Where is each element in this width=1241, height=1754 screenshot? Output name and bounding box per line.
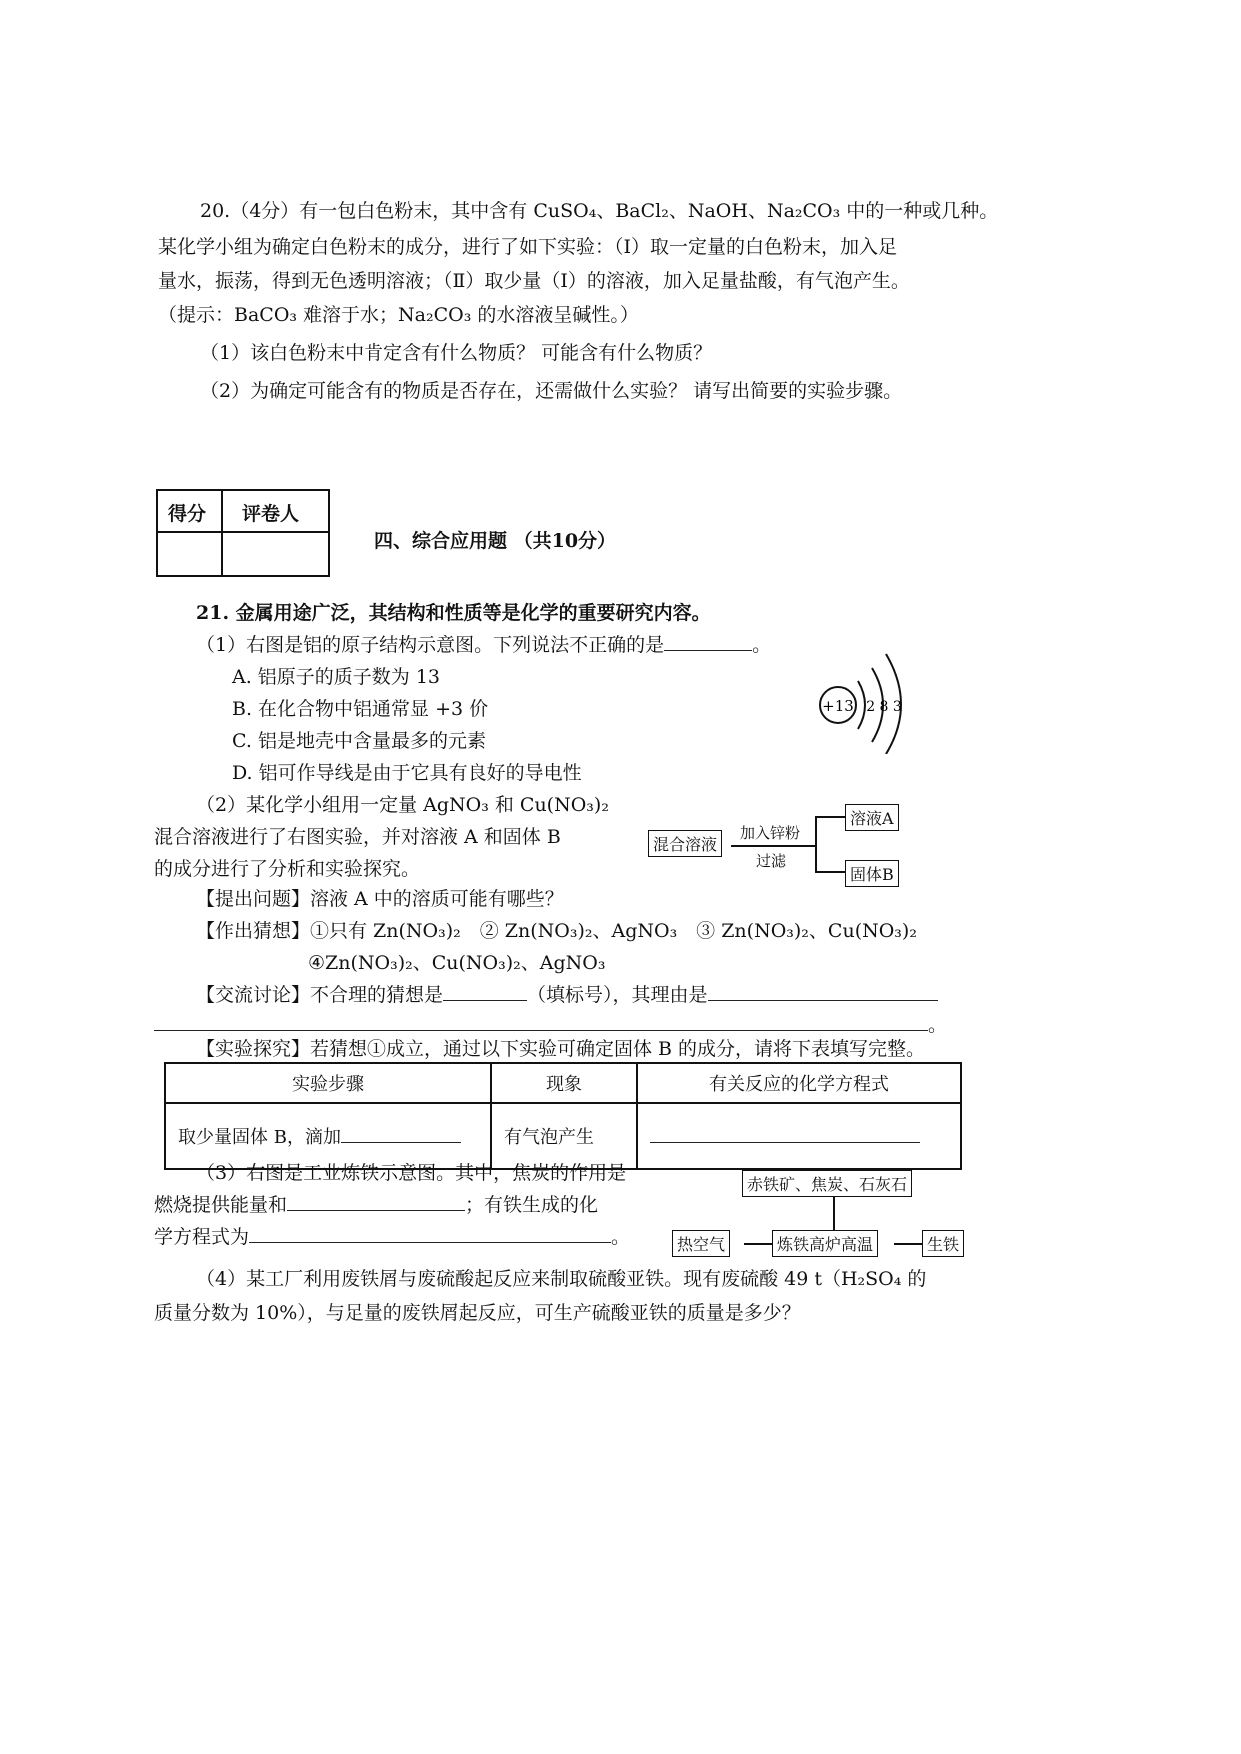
q21-intro: 21. 金属用途广泛，其结构和性质等是化学的重要研究内容。 [196, 602, 711, 624]
flow3-right-line [894, 1243, 922, 1245]
hypothesis-line1: 【作出猜想】①只有 Zn(NO₃)₂ ② Zn(NO₃)₂、AgNO₃ ③ Zn(NO₃)₂、Cu(NO₃)₂ [196, 920, 917, 942]
flow-label-add-zinc: 加入锌粉 [740, 824, 801, 842]
q21-part4-line2: 质量分数为 10%），与足量的废铁屑起反应，可生产硫酸亚铁的质量是多少？ [154, 1302, 801, 1324]
score-label: 得分 [168, 503, 207, 525]
part3-text-c: 学方程式为 [154, 1226, 250, 1248]
mixed-solution-box: 混合溶液 [648, 830, 722, 857]
option-a: A. 铝原子的质子数为 13 [232, 666, 441, 688]
table-header-row [165, 1063, 961, 1103]
flow-main-line [731, 845, 815, 847]
part3-text-b: ；有铁生成的化 [465, 1194, 599, 1216]
q21-part3-line3 [154, 1224, 630, 1250]
hot-air-box: 热空气 [672, 1230, 730, 1257]
q20-line1: 20.（4分）有一包白色粉末，其中含有 CuSO₄、BaCl₂、NaOH、Na₂CO₃ 中的一种或几种。 [200, 200, 999, 222]
q21-part1-end: 。 [752, 634, 772, 656]
part3-text-a: 燃烧提供能量和 [154, 1194, 288, 1216]
table-header-equation: 有关反应的化学方程式 [637, 1063, 961, 1103]
discussion-text-a: 【交流讨论】不合理的猜想是 [196, 984, 444, 1006]
q20-sub2: （2）为确定可能含有的物质是否存在，还需做什么实验？ 请写出简要的实验步骤。 [200, 380, 903, 402]
score-box-divider [221, 491, 223, 575]
section-title: 四、综合应用题 （共10分） [374, 530, 617, 552]
answer-blank-equation[interactable] [650, 1124, 920, 1143]
q21-part2-line2: 混合溶液进行了右图实验，并对溶液 A 和固体 B [154, 826, 561, 848]
answer-blank-reason-cont[interactable] [154, 1012, 928, 1031]
raw-materials-box: 赤铁矿、焦炭、石灰石 [742, 1170, 912, 1197]
answer-blank-1[interactable] [664, 632, 752, 651]
q21-part4-line1: （4）某工厂利用废铁屑与废硫酸起反应来制取硫酸亚铁。现有废硫酸 49 t（H₂SO₄ 的 [196, 1268, 927, 1290]
grader-label: 评卷人 [242, 503, 300, 525]
discussion-line [196, 982, 938, 1008]
step-text: 取少量固体 B，滴加 [178, 1127, 341, 1148]
discussion-text-b: （填标号），其理由是 [527, 984, 708, 1006]
nucleus-charge: +13 [822, 697, 854, 715]
answer-blank-iron-equation[interactable] [249, 1224, 611, 1243]
hypothesis-line2: ④Zn(NO₃)₂、Cu(NO₃)₂、AgNO₃ [308, 952, 606, 974]
blast-furnace-box: 炼铁高炉高温 [772, 1230, 878, 1257]
q21-part3-line1: （3）右图是工业炼铁示意图。其中，焦炭的作用是 [196, 1162, 627, 1184]
answer-blank-guess[interactable] [443, 982, 527, 1001]
table-header-phenomenon: 现象 [491, 1063, 637, 1103]
electron-counts: 2 8 3 [866, 699, 902, 715]
flow-branch-top [815, 816, 845, 818]
flow3-left-line [744, 1243, 772, 1245]
q21-part3-line2 [154, 1192, 598, 1218]
table-header-steps: 实验步骤 [165, 1063, 491, 1103]
answer-blank-reagent[interactable] [341, 1124, 461, 1143]
option-c: C. 铝是地壳中含量最多的元素 [232, 730, 486, 752]
score-box [156, 489, 330, 577]
experiment-table [164, 1062, 962, 1170]
flow-branch-line [815, 816, 817, 872]
q21-part1-text: （1）右图是铝的原子结构示意图。下列说法不正确的是 [196, 634, 665, 656]
option-d: D. 铝可作导线是由于它具有良好的导电性 [232, 762, 582, 784]
flow-branch-bottom [815, 871, 845, 873]
solution-a-box: 溶液A [845, 804, 899, 831]
q20-line3: 量水，振荡，得到无色透明溶液；（Ⅱ）取少量（Ⅰ）的溶液，加入足量盐酸，有气泡产生。 [158, 270, 910, 292]
q20-sub1: （1）该白色粉末中肯定含有什么物质？ 可能含有什么物质？ [200, 342, 713, 364]
option-b: B. 在化合物中铝通常显 +3 价 [232, 698, 489, 720]
q21-part1 [196, 632, 771, 658]
aluminum-atom-diagram [812, 648, 922, 754]
flow-label-filter: 过滤 [756, 852, 787, 870]
discussion-end: 。 [928, 1014, 948, 1036]
q20-line4: （提示：BaCO₃ 难溶于水；Na₂CO₃ 的水溶液呈碱性。） [158, 304, 639, 326]
electron-shell-1 [858, 681, 865, 729]
table-cell-phenomenon: 有气泡产生 [491, 1103, 637, 1169]
flow3-down-line [833, 1196, 835, 1230]
q21-part2-line3: 的成分进行了分析和实验探究。 [154, 858, 421, 880]
q21-part2-line1: （2）某化学小组用一定量 AgNO₃ 和 Cu(NO₃)₂ [196, 794, 609, 816]
experiment-intro: 【实验探究】若猜想①成立，通过以下实验可确定固体 B 的成分，请将下表填写完整。 [196, 1038, 926, 1060]
part3-end: 。 [611, 1226, 631, 1248]
raise-question: 【提出问题】溶液 A 中的溶质可能有哪些？ [196, 888, 564, 910]
answer-blank-coke-role[interactable] [287, 1192, 465, 1211]
discussion-continuation [154, 1012, 947, 1038]
q20-line2: 某化学小组为确定白色粉末的成分，进行了如下实验：（Ⅰ）取一定量的白色粉末，加入足 [158, 236, 898, 258]
solid-b-box: 固体B [845, 860, 899, 887]
pig-iron-box: 生铁 [922, 1230, 964, 1257]
table-cell-equation [637, 1103, 961, 1169]
answer-blank-reason[interactable] [708, 982, 938, 1001]
